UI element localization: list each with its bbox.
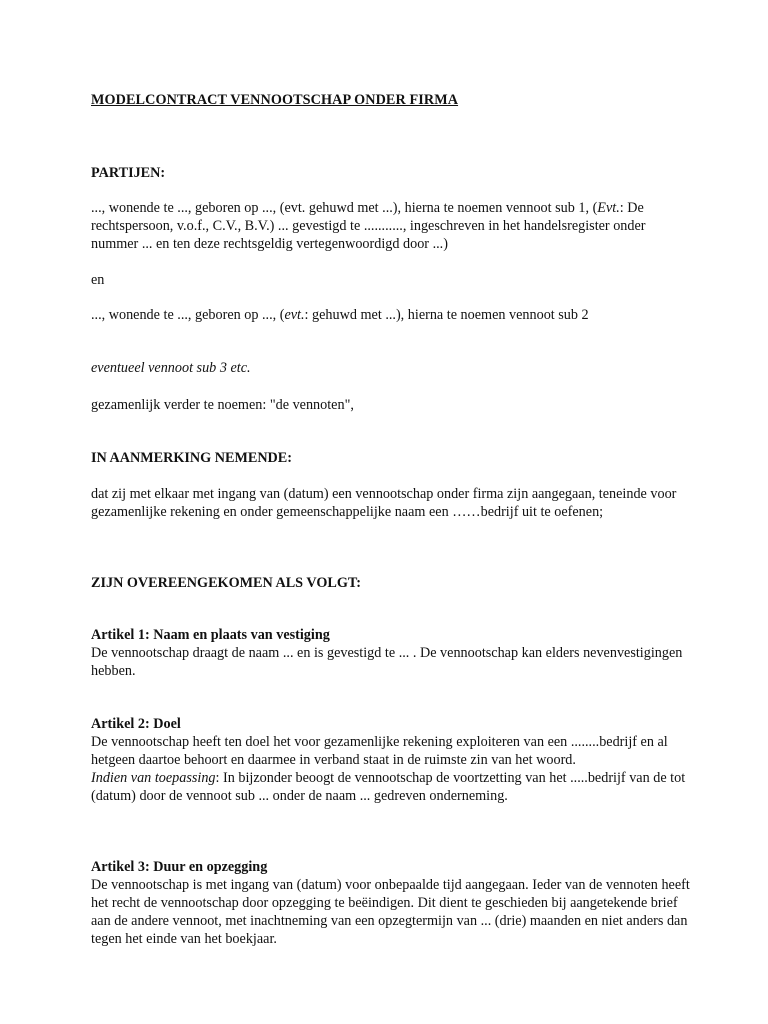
document-title: MODELCONTRACT VENNOOTSCHAP ONDER FIRMA bbox=[91, 92, 459, 108]
en-text: en bbox=[91, 272, 105, 288]
party-1-evt-text: : De rechtspersoon, v.o.f., C.V., B.V.) ... gevestigd te ..........., ingeschreven in het handelsregister onder nummer ... en ten deze rechtsgeldig vertegenwoordigd door ...) bbox=[91, 200, 646, 252]
article-2-extra-text: : In bijzonder beoogt de vennootschap de voortzetting van het .....bedrijf van de tot (datum) door de vennoot sub ... onder de naam ... gedreven onderneming. bbox=[91, 770, 686, 804]
article-3 bbox=[91, 858, 691, 948]
article-3-body: De vennootschap is met ingang van (datum) voor onbepaalde tijd aangegaan. Ieder van de vennoten heeft het recht de vennootschap door opzegging te beëindigen. Dit dient te geschieden bij aangetekende brief aan de andere vennoot, met inachtneming van een opzegtermijn van ... (drie) maanden en niet anders dan tegen het einde van het boekjaar. bbox=[91, 877, 690, 947]
party-1-paragraph: ..., wonende te ..., geboren op ..., (evt. gehuwd met ...), hierna te noemen vennoot sub 1, (Evt.: De rechtspersoon, v.o.f., C.V., B.V.) ... gevestigd te ..........., ingeschreven in het handelsregister onder nummer ... en ten deze rechtsgeldig vertegenwoordigd door ...) bbox=[91, 200, 646, 252]
party-1-line: ..., wonende te ..., geboren op ..., (evt. gehuwd met ...), hierna te noemen vennoot sub 1, bbox=[91, 200, 590, 216]
article-2-title: Artikel 2: Doel bbox=[91, 716, 181, 732]
gezamenlijk-text: gezamenlijk verder te noemen: "de vennoten", bbox=[91, 397, 354, 413]
article-1-title: Artikel 1: Naam en plaats van vestiging bbox=[91, 627, 330, 643]
party-2-paragraph bbox=[91, 306, 611, 324]
article-2-extra bbox=[91, 769, 691, 805]
eventueel-italic: eventueel vennoot sub 3 etc. bbox=[91, 360, 251, 376]
article-2 bbox=[91, 715, 691, 805]
party-2-pre: ..., wonende te ..., geboren op ..., ( bbox=[91, 307, 285, 323]
party-2-evt-label: evt. bbox=[284, 307, 305, 323]
overeengekomen-heading: ZIJN OVEREENGEKOMEN ALS VOLGT: bbox=[91, 575, 361, 591]
party-2-post: : gehuwd met ...), hierna te noemen vennoot sub 2 bbox=[304, 307, 589, 323]
eventueel-text bbox=[91, 359, 691, 377]
aanmerking-text: dat zij met elkaar met ingang van (datum) een vennootschap onder firma zijn aangegaan, teneinde voor gezamenlijke rekening en onder gemeenschappelijke naam een ……bedrijf uit te oefenen; bbox=[91, 486, 677, 520]
party-1-evt-label: Evt. bbox=[597, 200, 620, 216]
article-2-body: De vennootschap heeft ten doel het voor gezamenlijke rekening exploiteren van een ........bedrijf en al hetgeen daartoe behoort en daarmee in verband staat in de ruimste zin van het woord. bbox=[91, 734, 668, 768]
article-1-body: De vennootschap draagt de naam ... en is gevestigd te ... . De vennootschap kan elders nevenvestigingen hebben. bbox=[91, 645, 683, 679]
article-3-title: Artikel 3: Duur en opzegging bbox=[91, 859, 268, 875]
article-2-italic-label: Indien van toepassing bbox=[91, 770, 216, 786]
article-1 bbox=[91, 626, 691, 680]
partijen-heading: PARTIJEN: bbox=[91, 165, 166, 181]
aanmerking-heading: IN AANMERKING NEMENDE: bbox=[91, 450, 292, 466]
